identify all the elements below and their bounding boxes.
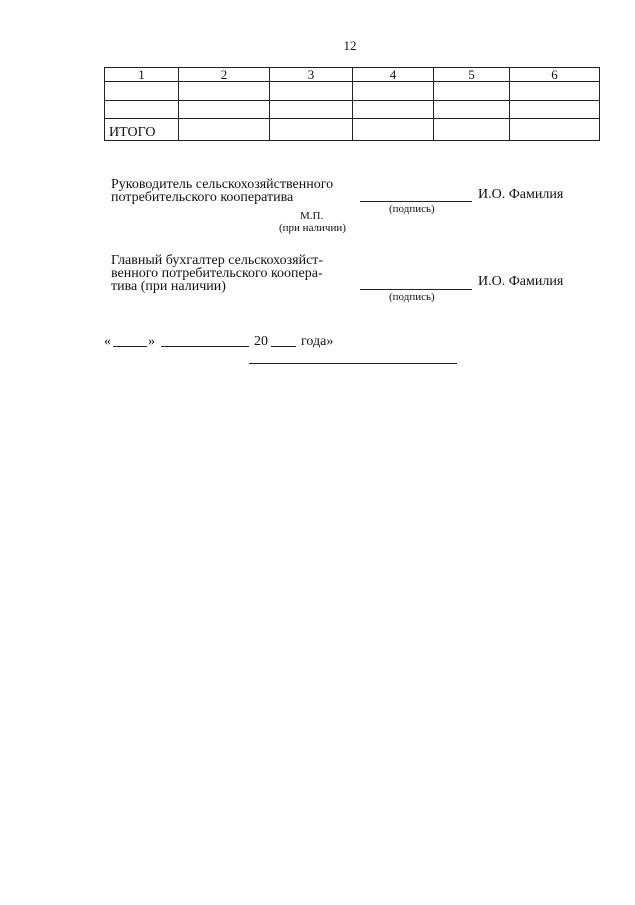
report-table [104, 67, 600, 141]
table-header-row [105, 68, 600, 82]
table-cell [353, 82, 434, 101]
date-year-blank [271, 346, 296, 347]
date-year-suffix: года» [301, 334, 334, 349]
table-cell [353, 119, 434, 141]
page-number: 12 [343, 38, 357, 53]
stamp-note: (при наличии) [279, 222, 346, 234]
head-name: И.О. Фамилия [478, 187, 564, 202]
table-cell [179, 119, 270, 141]
head-title-line2: потребительского кооператива [111, 190, 294, 205]
table-cell [270, 101, 353, 119]
table-row [105, 101, 600, 119]
table-cell [270, 82, 353, 101]
table-cell [434, 119, 510, 141]
table-cell [353, 101, 434, 119]
stamp-label: М.П. [300, 210, 324, 222]
accountant-signature-line [360, 289, 472, 290]
column-header: 1 [105, 68, 179, 82]
accountant-signature-caption: (подпись) [389, 291, 435, 303]
date-open-quote: « [104, 334, 111, 349]
table-cell [105, 82, 179, 101]
date-year-prefix: 20 [254, 334, 268, 349]
table-cell [510, 101, 600, 119]
table-cell [434, 82, 510, 101]
date-month-blank [161, 346, 249, 347]
column-header: 6 [510, 68, 600, 82]
accountant-name: И.О. Фамилия [478, 274, 564, 289]
column-header: 2 [179, 68, 270, 82]
column-header: 3 [270, 68, 353, 82]
date-close-quote: » [148, 334, 155, 349]
head-signature-caption: (подпись) [389, 203, 435, 215]
table-cell [105, 101, 179, 119]
date-day-blank [113, 346, 147, 347]
total-label: ИТОГО [105, 119, 179, 141]
head-title-line1: Руководитель сельскохозяйственного [111, 177, 334, 192]
table-cell [179, 101, 270, 119]
accountant-title-line2: венного потребительского коопера- [111, 266, 323, 281]
accountant-title-line1: Главный бухгалтер сельскохозяйст- [111, 253, 324, 268]
closing-rule [249, 363, 457, 364]
head-signature-line [360, 201, 472, 202]
table-row [105, 82, 600, 101]
accountant-title-line3: тива (при наличии) [111, 279, 226, 294]
table-cell [510, 119, 600, 141]
table-cell [270, 119, 353, 141]
table-cell [434, 101, 510, 119]
table-cell [179, 82, 270, 101]
column-header: 4 [353, 68, 434, 82]
column-header: 5 [434, 68, 510, 82]
table-cell [510, 82, 600, 101]
total-row [105, 119, 600, 141]
